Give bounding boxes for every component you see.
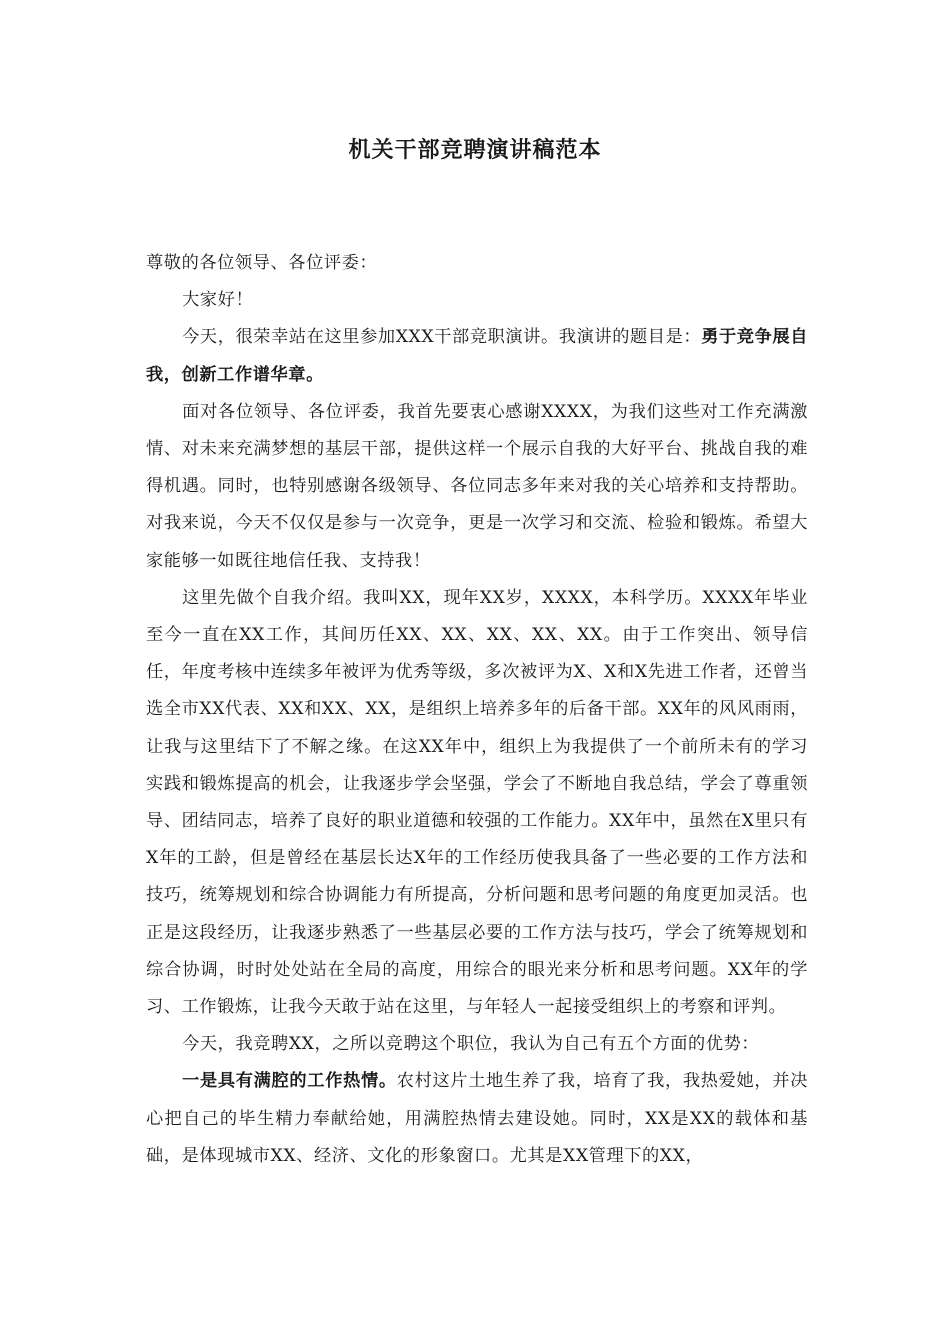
paragraph-advantages-intro: 今天，我竞聘XX，之所以竞聘这个职位，我认为自己有五个方面的优势：: [182, 1034, 760, 1055]
speech-topic-intro: 今天，很荣幸站在这里参加XXX干部竞职演讲。我演讲的题目是：: [182, 327, 702, 348]
document-title: 机关干部竞聘演讲稿范本: [348, 137, 602, 163]
paragraph-advantage-one: [146, 1063, 808, 1175]
salutation: 尊敬的各位领导、各位评委：: [146, 253, 378, 273]
paragraph-thanks: 面对各位领导、各位评委，我首先要衷心感谢XXXX，为我们这些对工作充满激情、对未来充满梦想的基层干部，提供这样一个展示自我的大好平台、挑战自我的难得机遇。同时，也特别感谢各级领导、各位同志多年来对我的关心培养和支持帮助。对我来说，今天不仅仅是参与一次竞争，更是一次学习和交流、检验和锻炼。希望大家能够一如既往地信任我、支持我！: [146, 401, 808, 571]
advantage-one-text: 农村这片土地生养了我，培育了我，我热爱她，并决心把自己的毕生精力奉献给她，用满腔热情去建设她。同时，XX是XX的载体和基础，是体现城市XX、经济、文化的形象窗口。尤其是XX管理下的XX，: [146, 1071, 808, 1166]
advantage-one-heading: 一是具有满腔的工作热情。: [182, 1071, 397, 1092]
speech-topic-title: 勇于竞争展自我，创新工作谱华章。: [146, 327, 808, 385]
document-body: [146, 245, 808, 1175]
paragraph-speech-topic: [146, 319, 808, 393]
greeting: 大家好！: [182, 290, 254, 311]
paragraph-self-introduction: 这里先做个自我介绍。我叫XX，现年XX岁，XXXX，本科学历。XXXX年毕业至今一直在XX工作，其间历任XX、XX、XX、XX、XX。由于工作突出、领导信任，年度考核中连续多年被评为优秀等级，多次被评为X、X和X先进工作者，还曾当选全市XX代表、XX和XX、XX，是组织上培养多年的后备干部。XX年的风风雨雨，让我与这里结下了不解之缘。在这XX年中，组织上为我提供了一个前所未有的学习实践和锻炼提高的机会，让我逐步学会坚强，学会了不断地自我总结，学会了尊重领导、团结同志，培养了良好的职业道德和较强的工作能力。XX年中，虽然在X里只有X年的工龄，但是曾经在基层长达X年的工作经历使我具备了一些必要的工作方法和技巧，统筹规划和综合协调能力有所提高，分析问题和思考问题的角度更加灵活。也正是这段经历，让我逐步熟悉了一些基层必要的工作方法与技巧，学会了统筹规划和综合协调，时时处处站在全局的高度，用综合的眼光来分析和思考问题。XX年的学习、工作锻炼，让我今天敢于站在这里，与年轻人一起接受组织上的考察和评判。: [146, 587, 808, 1018]
